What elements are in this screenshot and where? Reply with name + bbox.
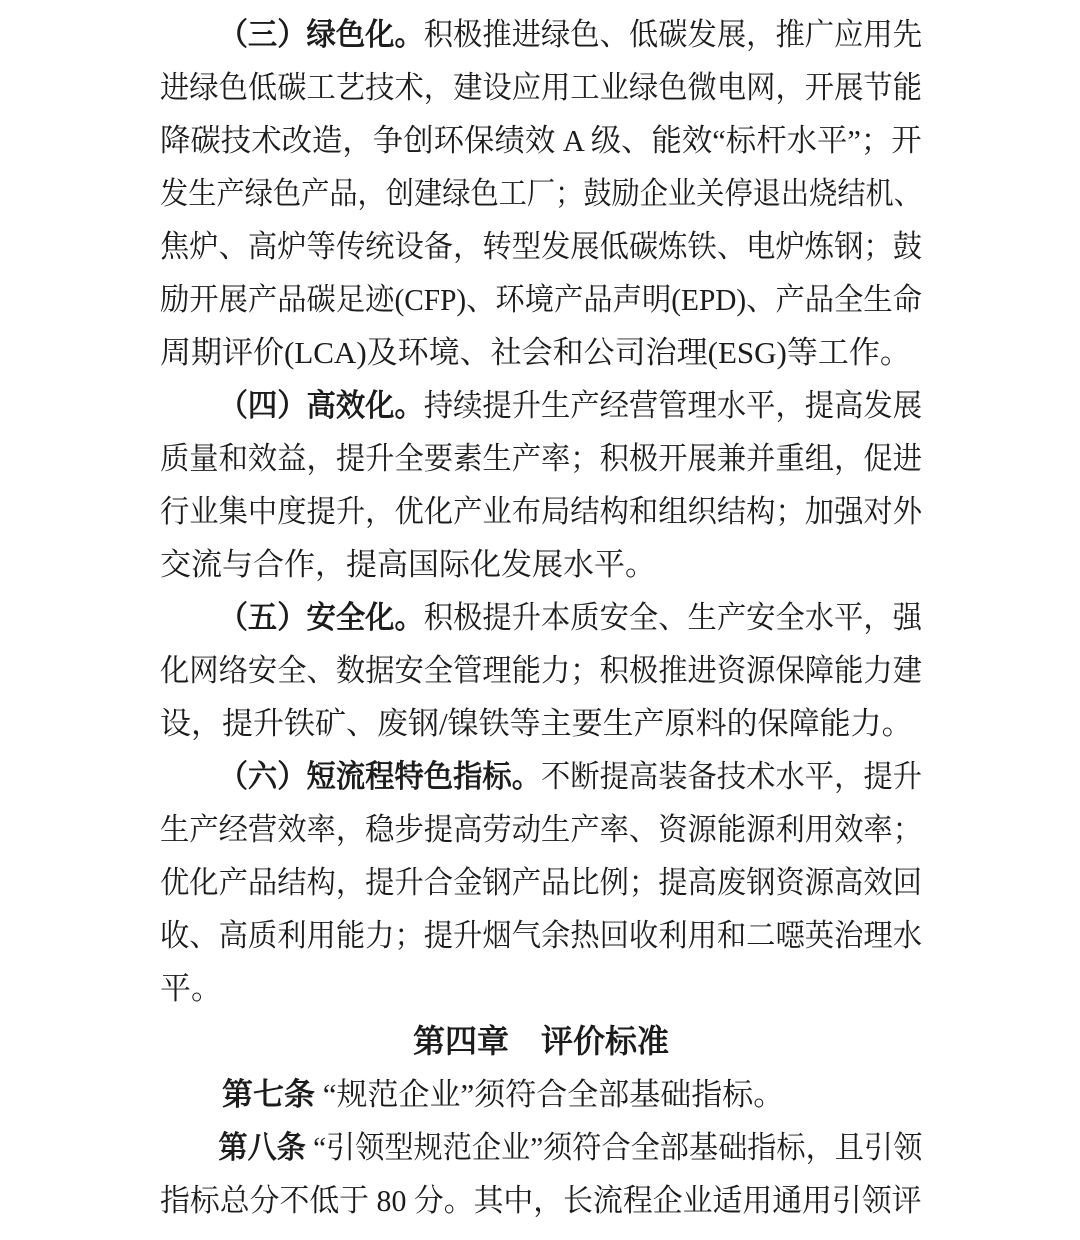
text-line: [160, 962, 922, 1015]
body-text: 进绿色低碳工艺技术，建设应用工业绿色微电网，开展节能: [160, 70, 922, 105]
text-line: [160, 220, 922, 273]
emphasis-text: （六）短流程特色指标。: [218, 759, 541, 794]
text-line: [160, 591, 922, 644]
body-text: 积极提升本质安全、生产安全水平，强: [423, 600, 922, 635]
body-text: 励开展产品碳足迹(CFP)、环境产品声明(EPD)、产品全生命: [160, 282, 923, 317]
text-line: [160, 1068, 922, 1121]
text-line: [160, 167, 922, 220]
body-text: “引领型规范企业”须符合全部基础指标，且引领: [313, 1130, 923, 1165]
emphasis-text: 第四章 评价标准: [412, 1023, 669, 1059]
emphasis-text: （四）高效化。: [218, 388, 424, 423]
text-line: [160, 697, 922, 750]
emphasis-text: （五）安全化。: [218, 600, 424, 635]
body-text: 生产经营效率，稳步提高劳动生产率、资源能源利用效率；: [160, 812, 922, 847]
text-line: [160, 61, 922, 114]
text-line: [160, 1121, 923, 1174]
body-text: 行业集中度提升，优化产业布局结构和组织结构；加强对外: [160, 494, 922, 529]
text-line: [160, 909, 922, 962]
body-text: 焦炉、高炉等传统设备，转型发展低碳炼铁、电炉炼钢；鼓: [160, 229, 922, 264]
text-line: [160, 379, 922, 432]
text-line: [160, 538, 922, 591]
body-text: 周期评价(LCA)及环境、社会和公司治理(ESG)等工作。: [160, 335, 911, 370]
text-line: [160, 432, 922, 485]
body-text: 发生产绿色产品，创建绿色工厂；鼓励企业关停退出烧结机、: [160, 176, 922, 211]
text-line: [160, 485, 922, 538]
body-text: 化网络安全、数据安全管理能力；积极推进资源保障能力建: [160, 653, 922, 688]
body-text: 平。: [160, 971, 222, 1006]
text-line: [160, 750, 922, 803]
emphasis-text: 第八条: [218, 1130, 314, 1165]
text-line: [160, 326, 922, 379]
emphasis-text: 第七条: [222, 1077, 323, 1112]
emphasis-text: （三）绿色化。: [218, 17, 424, 52]
text-line: [160, 8, 922, 61]
text-line: [160, 856, 922, 909]
chapter-heading: [160, 1015, 922, 1068]
body-text: 设，提升铁矿、废钢/镍铁等主要生产原料的保障能力。: [160, 706, 913, 741]
body-text: 积极推进绿色、低碳发展，推广应用先: [423, 17, 922, 52]
body-text: 交流与合作，提高国际化发展水平。: [160, 547, 656, 582]
body-text: 收、高质利用能力；提升烟气余热回收利用和二噁英治理水: [160, 918, 922, 953]
text-line: [160, 1174, 922, 1227]
body-text: 指标总分不低于 80 分。其中，长流程企业适用通用引领评: [160, 1183, 922, 1218]
body-text: 不断提高装备技术水平，提升: [541, 759, 922, 794]
text-line: [160, 114, 922, 167]
document-text: [160, 8, 922, 1227]
body-text: 降碳技术改造，争创环保绩效 A 级、能效“标杆水平”；开: [160, 123, 922, 158]
text-line: [160, 803, 922, 856]
text-line: [160, 273, 923, 326]
body-text: 持续提升生产经营管理水平，提高发展: [423, 388, 922, 423]
body-text: “规范企业”须符合全部基础指标。: [322, 1077, 785, 1112]
text-line: [160, 644, 922, 697]
body-text: 质量和效益，提升全要素生产率；积极开展兼并重组，促进: [160, 441, 922, 476]
body-text: 优化产品结构，提升合金钢产品比例；提高废钢资源高效回: [160, 865, 922, 900]
